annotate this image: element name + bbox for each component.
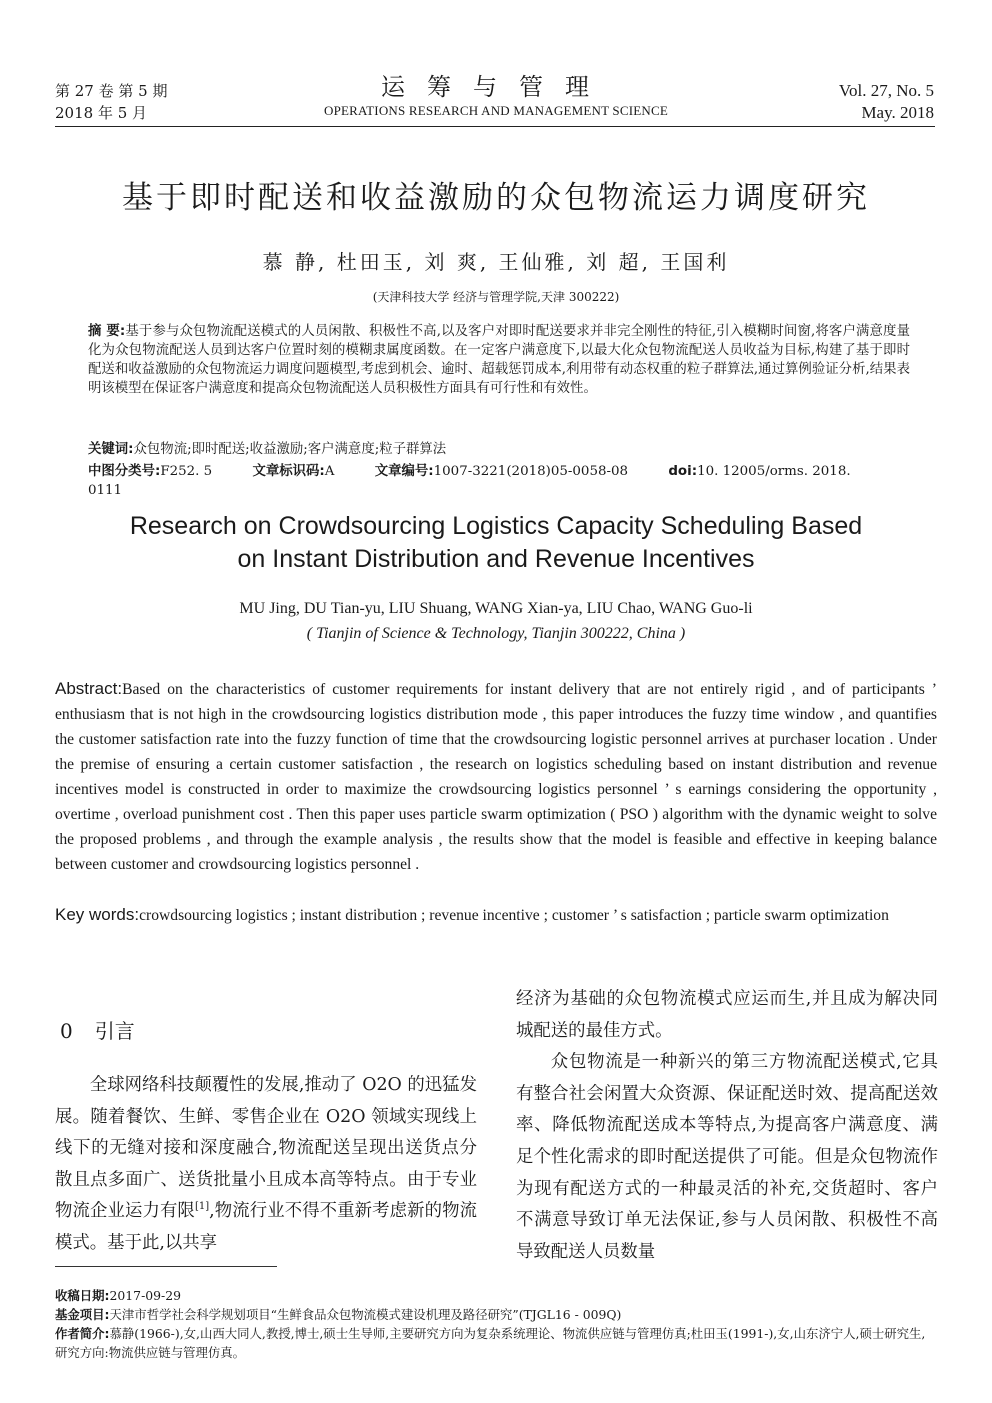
article-number: 文章编号:1007-3221(2018)05-0058-08 [374,464,629,479]
body-column-left [55,1070,477,1260]
footnote-rule [55,1266,277,1267]
paper-title-cn: 基于即时配送和收益激励的众包物流运力调度研究 [122,180,870,216]
citation-ref: [1] [194,1201,210,1213]
paper-title-en-line2: on Instant Distribution and Revenue Incentives [237,545,755,573]
keywords-cn [88,440,910,459]
authors-cn: 慕 静, 杜田玉, 刘 爽, 王仙雅, 刘 超, 王国利 [262,250,730,274]
affiliation-cn: (天津科技大学 经济与管理学院,天津 300222) [372,290,620,304]
header-rule [55,126,935,127]
date-en: May. 2018 [861,103,934,122]
doi: doi:10. 12005/orms. 2018. 0111 [88,464,851,498]
abstract-en-label: Abstract: [55,679,123,698]
keywords-en [55,902,937,928]
paragraph: 全球网络科技颠覆性的发展,推动了 O2O 的迅猛发展。随着餐饮、生鲜、零售企业在 O2O 领域实现线上线下的无缝对接和深度融合,物流配送呈现出送货点分散且点多面广、送货批量小且成本高等特点。由于专业物流企业运力有限[1],物流行业不得不重新考虑新的物流模式。基于此,以共享 [55,1075,477,1253]
volume-cn: 第 27 卷 第 5 期 [55,82,168,100]
clc: 中图分类号:F252. 5 [88,464,213,479]
body-column-right [516,984,938,1268]
keywords-en-label: Key words: [55,905,140,924]
paper-title-en [0,510,992,576]
abstract-en [55,676,937,877]
abstract-cn-label: 摘 要: [88,324,126,339]
keywords-en-text: crowdsourcing logistics ; instant distribution ; revenue incentive ; customer ’ s satisfaction ; particle swarm optimization [139,907,889,924]
paragraph: 众包物流是一种新兴的第三方物流配送模式,它具有整合社会闲置大众资源、保证配送时效、提高配送效率、降低物流配送成本等特点,为提高客户满意度、满足个性化需求的即时配送提供了可能。但是众包物流作为现有配送方式的一种最灵活的补充,交货超时、客户不满意导致订单无法保证,参与人员闲散、积极性不高导致配送人员数量 [516,1052,938,1262]
authors-en: MU Jing, DU Tian-yu, LIU Shuang, WANG Xian-ya, LIU Chao, WANG Guo-li [239,600,753,617]
abstract-cn [88,322,910,398]
abstract-cn-text: 基于参与众包物流配送模式的人员闲散、积极性不高,以及客户对即时配送要求并非完全刚性的特征,引入模糊时间窗,将客户满意度量化为众包物流配送人员到达客户位置时刻的模糊隶属度函数。在一定客户满意度下,以最大化众包物流配送人员收益为目标,构建了基于即时配送和收益激励的众包物流运力调度问题模型,考虑到机会、逾时、超载惩罚成本,利用带有动态权重的粒子群算法,通过算例验证分析,结果表明该模型在保证客户满意度和提高众包物流配送人员积极性方面具有可行性和有效性。 [88,324,910,396]
paper-title-en-line1: Research on Crowdsourcing Logistics Capacity Scheduling Based [129,512,863,540]
doc-code: 文章标识码:A [252,464,335,479]
header-issue-en [839,80,934,124]
footnotes [55,1286,937,1362]
fund-project: 基金项目:天津市哲学社会科学规划项目“生鲜食品众包物流模式建设机理及路径研究”(TJGL16 - 009Q) [55,1307,622,1322]
abstract-en-text: Based on the characteristics of customer requirements for instant delivery that are not entirely rigid , and of participants ’ enthusiasm that is not high in the crowdsourcing logistics distribution mode , this paper introduces the fuzzy time window , and quantifies the customer satisfaction rate into the fuzzy function of time that the crowdsourcing logistic personnel arrives at purchaser location . Under the premise of ensuring a certain customer satisfaction , the research on logistics scheduling based on instant distribution and revenue incentives model is constructed in order to maximize the crowdsourcing logistics personnel ’ s earnings considering the opportunity , overtime , overload punishment cost . Then this paper uses particle swarm optimization ( PSO ) algorithm with the dynamic weight to solve the proposed problems , and through the example analysis , the results show that the model is feasible and effective in keeping balance between customer and crowdsourcing logistics personnel . [55,681,937,873]
volume-en: Vol. 27, No. 5 [838,81,934,100]
journal-name-cn: 运筹与管理 [381,73,611,101]
date-cn: 2018 年 5 月 [55,104,148,122]
classification-line [88,462,910,500]
section-title: 引言 [94,1019,135,1043]
paragraph: 经济为基础的众包物流模式应运而生,并且成为解决同城配送的最佳方式。 [516,989,938,1041]
affiliation-en: ( Tianjin of Science & Technology, Tianjin 300222, China ) [306,625,686,642]
keywords-cn-label: 关键词: [88,442,134,457]
author-bio: 作者简介:慕静(1966-),女,山西大同人,教授,博士,硕士生导师,主要研究方向为复杂系统理论、物流供应链与管理仿真;杜田玉(1991-),女,山东济宁人,硕士研究生,研究方向:物流供应链与管理仿真。 [55,1326,926,1360]
received-date: 收稿日期:2017-09-29 [55,1288,181,1303]
keywords-cn-text: 众包物流;即时配送;收益激励;客户满意度;粒子群算法 [133,442,447,457]
journal-name-en: OPERATIONS RESEARCH AND MANAGEMENT SCIENCE [323,103,669,118]
section-heading [60,1015,135,1044]
section-number: 0 [60,1019,73,1043]
